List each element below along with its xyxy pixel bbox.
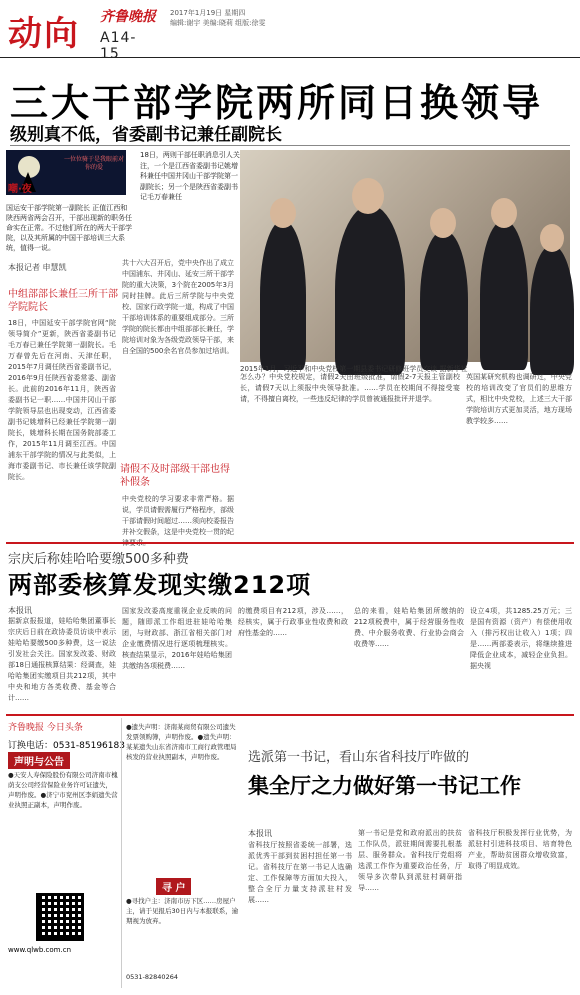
lead-column-3: 中央党校的学习要求非常严格。据说，学员请假需履行严格程序，部级干部请假时间超过……须向校委报告并补交假条，这是中央党校一贯的纪律要求。 — [122, 495, 234, 547]
lead-subhead-1: 中组部部长兼任三所干部学院院长 — [8, 289, 118, 313]
photo-figure — [260, 220, 306, 370]
ad-heading-statements: 声明与公告 — [8, 752, 70, 769]
lead-column-5: 英国某研究机构也调研过，中央党校的培训改变了官员们的思维方式，相比中央党校，上述三大干部学院培训方式更加灵活，地方现场教学较多…… — [466, 373, 572, 425]
ad-heading-search: 寻 户 — [156, 878, 191, 895]
story2-column-5: 设立4项，共1285.25万元；三是国有资源（资产）有偿使用收入（排污权出让收入）1项；四是……两部委表示，将继续推进降低企业成本，减轻企业负担。 据央视 — [470, 607, 572, 670]
lead-headline[interactable]: 三大干部学院两所同日换领导 — [10, 81, 544, 125]
photo-figure — [420, 230, 468, 370]
ad-text-3: ●寻找户主：济南市历下区……房屋户主，请于见报后30日内与本报联系，逾期视为放弃。 — [126, 897, 239, 925]
section-divider — [6, 714, 574, 716]
headline-rule — [10, 145, 570, 146]
story2-column-4: 总的来看，娃哈哈集团所缴纳的212项税费中，属于经营服务性收费、中介服务收费、行业协会商会收费等…… — [354, 607, 464, 648]
lead-subhead: 级别真不低，省委副书记兼任副院长 — [10, 125, 282, 145]
ad-logo: 齐鲁晚报 今日头条 — [8, 723, 83, 733]
ad-phone: 订换电话：0531-85196183 — [8, 741, 125, 751]
night-caption: 一位位骑于是我眼前对你的爱 — [64, 156, 125, 171]
photo-figure — [480, 220, 528, 370]
photo-figure — [335, 205, 405, 375]
lead-column-4: 怎么办？中央党校规定，请假2天由班级批准，请假2-7天报主管副校长，请假7天以上须报中央领导批准。……学员在校期间不得接受宴请，不得擅自离校，一些违反纪律的学员曾被通报批评并退学。 — [240, 373, 460, 403]
lead-column-1: 18日，中国延安干部学院官网“院领导简介”更新，陕西省委副书记毛万春已兼任学院第一副院长。毛万春曾先后在河南、天津任职，2015年7月调任陕西省委副书记，2016年9月任陕西省委常委、副省长。此前的2016年11月，陕西省委副书记一职……中国井冈山干部学院领导层也出现变动，江西省委副书记姚增科已经兼任学院第一副院长，姚增科长期在国务院部委工作，2015年11月调至江西。中国浦东干部学院的情况与此类似，上海市委副书记、市长兼任该学院副院长。 — [8, 319, 116, 481]
issue-date: 2017年1月19日 星期四 — [170, 9, 246, 17]
night-column-label: 嘲·夜 — [8, 184, 32, 195]
ad-text-2: ●遗失声明：济南某商贸有限公司遗失发票领购簿，声明作废。●遗失声明：某某遗失山东省济南市工商行政管理局核发的营业执照副本，声明作废。 — [126, 723, 237, 761]
lead-intro-text: 18日，两则干部任职消息引人关注，一个是江西省委副书记姚增科兼任中国井冈山干部学院第一副院长；另一个是陕西省委副书记毛万春兼任 — [140, 151, 240, 201]
story3-kicker: 选派第一书记，看山东省科技厅咋做的 — [248, 750, 470, 765]
story3-headline[interactable]: 集全厅之力做好第一书记工作 — [248, 774, 521, 798]
story2-column-1: 据新京报报道，娃哈哈集团董事长宗庆后日前在政协委员访谈中表示娃哈哈要缴500多种费，这一说法引发社会关注。国家发改委、财政部18日通报核算结果：经调查，娃哈哈集团实缴项目共212项，其中中央和地方各类收费、基金等合计…… — [8, 617, 116, 702]
photo-caption: 2015年1月，习近平和中央党校第一期县委书记研修班学员交谈 据新华社 — [240, 365, 468, 373]
news-photo[interactable] — [240, 150, 570, 362]
story3-column-2: 第一书记是党和政府派出的扶贫工作队员，派驻期间需要扎根基层、服务群众。省科技厅党组将选派工作作为重要政治任务，厅领导多次带队到派驻村调研指导…… — [358, 829, 462, 892]
story3-reporter: 本报讯 — [248, 829, 272, 838]
section-title: 动向 — [8, 14, 80, 54]
lead-subhead-2: 请假不及时部级干部也得补假条 — [120, 464, 230, 488]
photo-face — [430, 208, 456, 238]
section-divider — [6, 542, 574, 544]
photo-face — [491, 198, 517, 228]
photo-face — [352, 178, 384, 214]
story3-column-3: 省科技厅积极发挥行业优势，为派驻村引进科技项目、培育特色产业，帮助贫困群众增收致富，取得了明显成效。 — [468, 829, 572, 870]
story2-column-2: 国家发改委高度重视企业反映的问题，随即派工作组进驻娃哈哈集团，与财政部、浙江省相关部门对企业缴费情况进行逐项梳理核实。核查结果显示，2016年娃哈哈集团共缴纳各项税费…… — [122, 607, 232, 670]
story3-column-1: 省科技厅按照省委统一部署，选派优秀干部到贫困村担任第一书记。省科技厅在第一书记人选确定、工作保障等方面加大投入，整合全厅力量支持派驻村发展…… — [248, 841, 352, 904]
page-number: A14-15 — [100, 30, 137, 62]
photo-face — [270, 198, 296, 228]
photo-figure — [530, 245, 574, 375]
editors-credit: 编辑:谢宇 美编:晓莉 组版:徐雯 — [170, 19, 266, 27]
qr-code-icon[interactable] — [36, 893, 84, 941]
lead-byline: 本报记者 申慧凯 — [8, 263, 67, 272]
masthead — [0, 0, 580, 62]
story2-column-3: 的缴费项目有212项，涉及……，经核实，属于行政事业性收费和政府性基金的…… — [238, 607, 348, 637]
ad-hotline: 0531-82840264 — [126, 973, 178, 981]
masthead-meta — [100, 6, 266, 62]
story2-headline[interactable]: 两部委核算发现实缴212项 — [8, 571, 312, 599]
site-url[interactable]: www.qlwb.com.cn — [8, 946, 71, 954]
ad-divider — [121, 718, 122, 988]
lead-column-2: 共十六大召开后，党中央作出了成立中国浦东、井冈山、延安三所干部学院的重大决策，3个院在2005年3月同时挂牌。此后三所学院与中央党校、国家行政学院一道，构成了中国干部培训体系的重要组成部分。三所学院的院长都由中组部部长兼任，学院培训对象为各级党政领导干部，来自全国的500余名官员参加过培训。 — [122, 259, 234, 355]
story2-kicker: 宗庆后称娃哈哈要缴500多种费 — [8, 552, 189, 567]
photo-face — [540, 224, 564, 252]
ad-text-1: ●天安人寿保险股份有限公司济南市槐荫支公司经营保险业务许可证遗失，声明作废。●济宁市兖州区李娟遗失营业执照正副本，声明作废。 — [8, 771, 118, 809]
night-intro-text: 国运安干部学院第一副院长 正值江西和陕西两省两会召开，干部出现新的职务任命实在正常。不过他们所在的两大干部学院，以及其所属的中国干部培训三大系统，值得一说。 — [6, 204, 132, 252]
story2-reporter: 本报讯 — [8, 606, 32, 615]
classified-ads — [6, 718, 242, 988]
paper-logo: 齐鲁晚报 — [100, 9, 156, 25]
